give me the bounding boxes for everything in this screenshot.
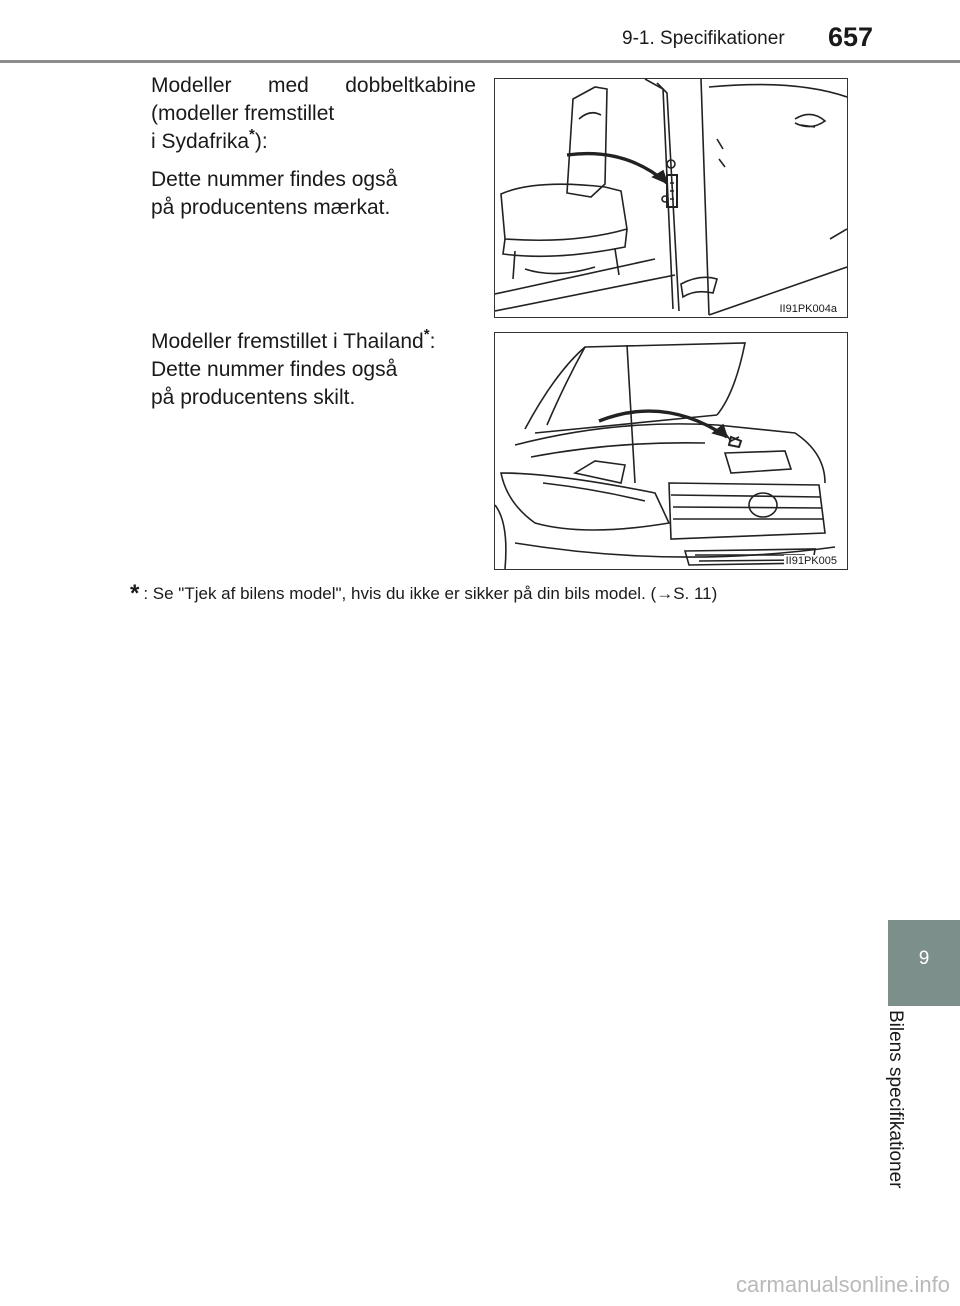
section-title: 9-1. Specifikationer [622,28,785,49]
figure1-code: II91PK004a [779,303,837,315]
footnote-marker: * [130,580,140,607]
door-pillar-figure [494,78,848,318]
arrow-right-icon: → [656,584,674,603]
chapter-title-vertical [885,1010,918,1210]
block1-line2: (modeller fremstillet [151,102,335,125]
block2-line1: Modeller fremstillet i Thailand [151,330,424,353]
engine-bay-illustration [495,333,847,569]
thailand-description [151,328,476,412]
footnote-page-ref[interactable]: S. 11) [673,584,718,603]
asterisk-mark: * [249,126,255,143]
watermark: carmanualsonline.info [735,1272,950,1297]
asterisk-mark: * [423,326,430,343]
block1-line4: Dette nummer findes også [151,168,398,191]
block1-line3-after: ): [254,130,268,153]
block1-line3-wrap [151,128,476,156]
block2-line1-after: : [429,330,436,353]
block2-line2: Dette nummer findes også [151,358,398,381]
double-cab-description [151,72,476,222]
chapter-tab[interactable]: 9 [888,920,960,1006]
block2-line3: på producentens skilt. [151,386,356,409]
footnote-text: : Se "Tjek af bilens model", hvis du ikke er sikker på din bils model. ( [143,584,657,603]
model-footnote [130,580,717,608]
page-number: 657 [828,22,874,52]
engine-bay-figure [494,332,848,570]
door-pillar-illustration [495,79,847,317]
block2-line1-wrap [151,328,476,356]
chapter-title: Bilens specifikationer [885,1010,906,1189]
header-divider [0,60,960,63]
block1-line3: i Sydafrika [151,130,250,153]
figure2-code: II91PK005 [785,555,837,567]
block1-line5: på producentens mærkat. [151,196,391,219]
block1-line1: Modeller med dobbeltkabine [151,74,476,97]
